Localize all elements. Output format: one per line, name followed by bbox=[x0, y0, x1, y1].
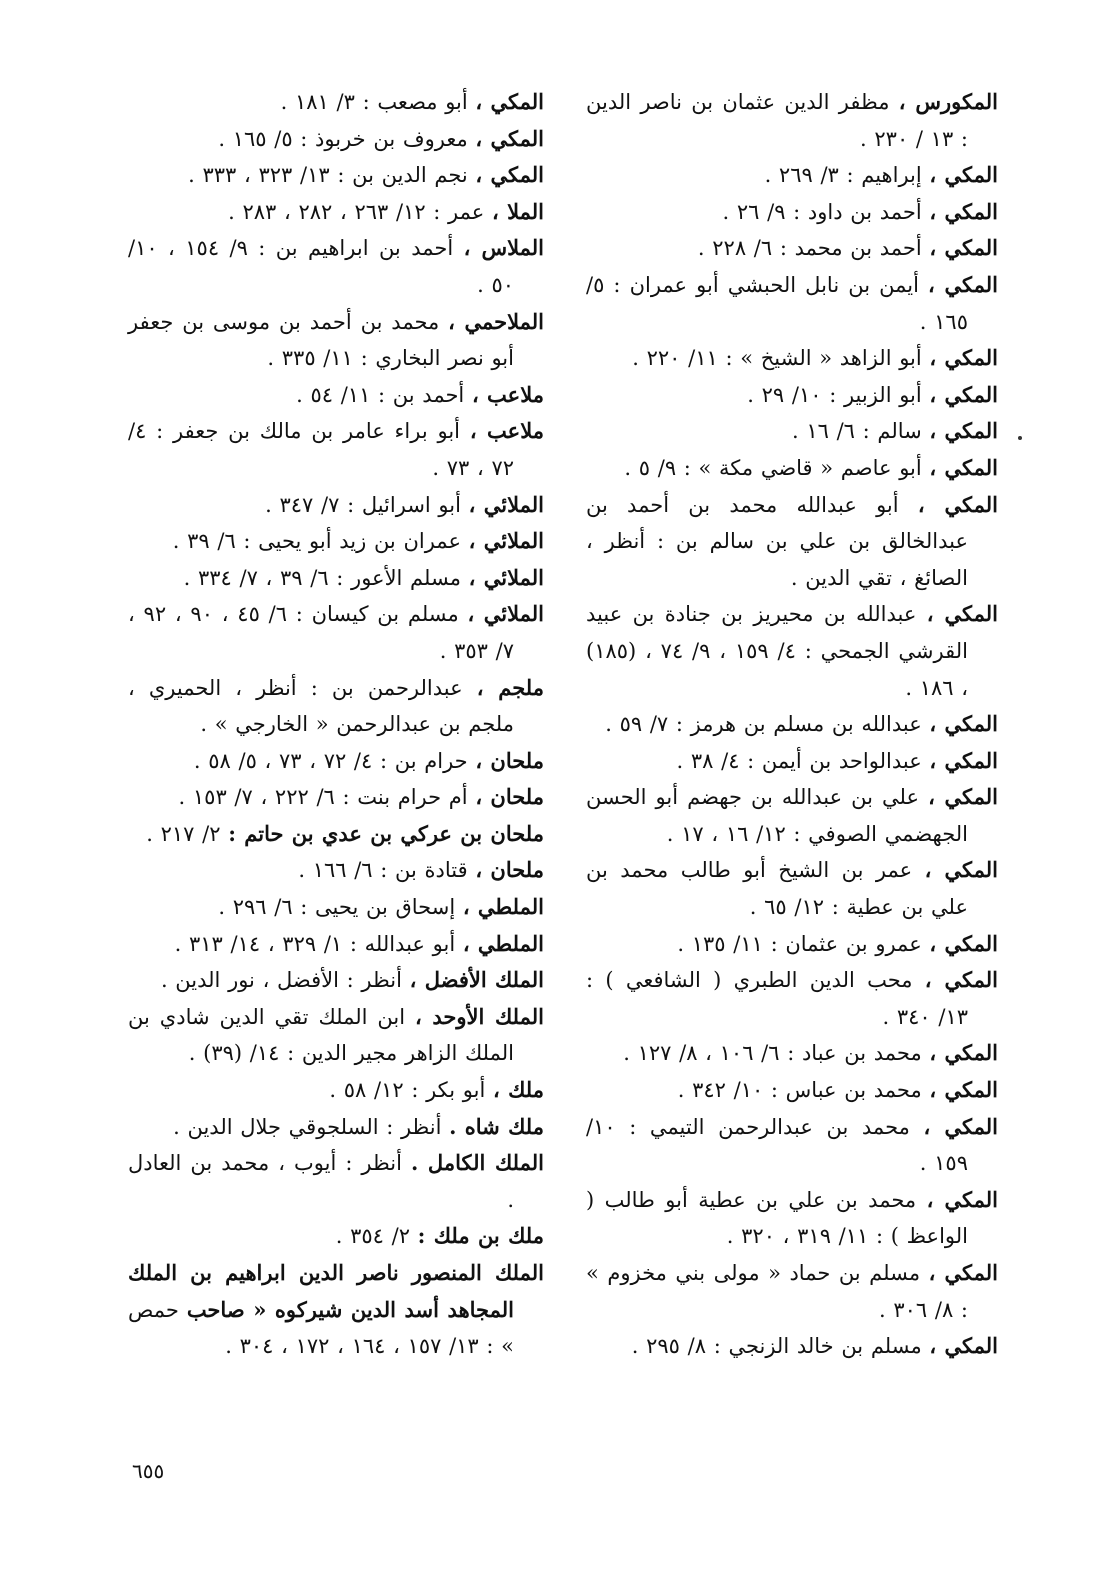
index-entry bbox=[586, 84, 998, 157]
entry-heading: المكي ، bbox=[929, 235, 998, 261]
index-entry bbox=[586, 377, 998, 414]
index-entry bbox=[128, 926, 544, 963]
index-entry bbox=[128, 670, 544, 743]
index-entry bbox=[586, 450, 998, 487]
index-entry bbox=[128, 596, 544, 669]
entry-references: محمد بن عباس : ١٠/ ٣٤٢ . bbox=[677, 1078, 922, 1103]
entry-references: أحمد بن محمد : ٦/ ٢٢٨ . bbox=[697, 236, 922, 261]
entry-heading: ملك بن ملك : bbox=[417, 1223, 544, 1249]
entry-heading: الملائي ، bbox=[468, 564, 544, 590]
entry-heading: الملك الأفضل ، bbox=[409, 967, 544, 993]
index-entry bbox=[128, 1072, 544, 1109]
entry-references: أحمد بن داود : ٩/ ٢٦ . bbox=[722, 199, 922, 224]
entry-heading: المكي ، bbox=[929, 345, 998, 371]
index-entry bbox=[128, 560, 544, 597]
index-entry bbox=[128, 1255, 544, 1365]
index-entry bbox=[586, 743, 998, 780]
entry-references: محمد بن أحمد بن موسى بن جعفر أبو نصر البخاري : ١١/ ٣٣٥ . bbox=[128, 309, 514, 371]
entry-heading: المكي ، bbox=[924, 967, 998, 993]
entry-heading: ملحان ، bbox=[475, 857, 544, 883]
index-entry bbox=[586, 230, 998, 267]
entry-references: مسلم بن كيسان : ٦/ ٤٥ ، ٩٠ ، ٩٢ ، ٧/ ٣٥٣ . bbox=[128, 602, 514, 663]
entry-references: ٢/ ٢١٧ . bbox=[146, 821, 221, 846]
entry-heading: المكي ، bbox=[929, 198, 998, 224]
entry-heading: المكي ، bbox=[929, 747, 998, 773]
page-number: ٦٥٥ bbox=[132, 1459, 165, 1483]
index-entry bbox=[586, 1109, 998, 1182]
entry-references: ٢/ ٣٥٤ . bbox=[335, 1224, 410, 1249]
entry-heading: المكورس ، bbox=[898, 89, 998, 114]
entry-references: مسلم بن حماد « مولى بني مخزوم » : ٨/ ٣٠٦ . bbox=[586, 1261, 968, 1322]
index-entry bbox=[586, 779, 998, 852]
index-entry bbox=[586, 1035, 998, 1072]
entry-heading: المكي ، bbox=[475, 162, 544, 188]
entry-heading: المكي ، bbox=[923, 1113, 998, 1139]
entry-references: محمد بن علي بن عطية أبو طالب ( الواعظ ) : ١١/ ٣١٩ ، ٣٢٠ . bbox=[586, 1187, 968, 1249]
index-entry bbox=[128, 852, 544, 889]
index-entry bbox=[586, 157, 998, 194]
index-entry bbox=[128, 487, 544, 524]
entry-references: ابن الملك تقي الدين شادي بن الملك الزاهر مجير الدين : ١٤/ (٣٩) . bbox=[128, 1004, 514, 1066]
entry-references: مسلم الأعور : ٦/ ٣٩ ، ٧/ ٣٣٤ . bbox=[183, 565, 461, 590]
entry-references: عمرو بن عثمان : ١١/ ١٣٥ . bbox=[677, 931, 922, 956]
entry-heading: ملك شاه . bbox=[449, 1113, 544, 1139]
entry-heading: المكي ، bbox=[929, 711, 998, 737]
entry-heading: الملطي ، bbox=[462, 930, 544, 956]
entry-heading: ملك ، bbox=[493, 1077, 544, 1103]
entry-heading: الملك المنصور ناصر الدين ابراهيم بن الملك المجاهد أسد الدين شيركوه « صاحب bbox=[128, 1260, 544, 1322]
entry-references: حرام بن : ٤/ ٧٢ ، ٧٣ ، ٥/ ٥٨ . bbox=[193, 748, 468, 773]
entry-heading: ملاعب ، bbox=[469, 418, 544, 444]
index-entry bbox=[128, 413, 544, 486]
entry-references: أبو اسرائيل : ٧/ ٣٤٧ . bbox=[265, 492, 461, 517]
entry-references: أبو مصعب : ٣/ ١٨١ . bbox=[280, 90, 468, 114]
entry-heading: الملائي ، bbox=[468, 491, 544, 517]
index-entry bbox=[586, 487, 998, 597]
index-entry bbox=[586, 1255, 998, 1328]
index-column-right bbox=[586, 84, 998, 1365]
entry-references: معروف بن خربوذ : ٥/ ١٦٥ . bbox=[218, 126, 468, 151]
entry-heading: المكي ، bbox=[929, 1077, 998, 1103]
entry-references: أحمد بن : ١١/ ٥٤ . bbox=[296, 382, 465, 407]
entry-heading: المكي ، bbox=[929, 162, 998, 188]
index-entry bbox=[128, 999, 544, 1072]
entry-references: عبدالواحد بن أيمن : ٤/ ٣٨ . bbox=[676, 748, 922, 773]
entry-references: سالم : ٦/ ١٦ . bbox=[791, 419, 922, 444]
entry-heading: ملحان ، bbox=[475, 784, 544, 810]
index-entry bbox=[128, 816, 544, 853]
index-entry bbox=[128, 889, 544, 926]
index-entry bbox=[128, 1109, 544, 1146]
entry-heading: الملك الأوحد ، bbox=[415, 1003, 544, 1029]
entry-references: أبو بكر : ١٢/ ٥٨ . bbox=[329, 1078, 486, 1103]
entry-heading: المكي ، bbox=[929, 1040, 998, 1066]
entry-references: قتادة بن : ٦/ ١٦٦ . bbox=[298, 858, 468, 883]
entry-references: أبو الزاهد « الشيخ » : ١١/ ٢٢٠ . bbox=[632, 346, 922, 371]
entry-references: أنظر : الأفضل ، نور الدين . bbox=[160, 968, 402, 993]
entry-heading: المكي ، bbox=[917, 491, 998, 517]
entry-heading: المكي ، bbox=[475, 89, 544, 114]
entry-heading: المكي ، bbox=[928, 1260, 998, 1285]
entry-heading: الملا ، bbox=[492, 198, 544, 224]
index-entry bbox=[128, 304, 544, 377]
index-entry bbox=[128, 523, 544, 560]
entry-heading: الملاحمي ، bbox=[448, 308, 544, 334]
entry-references: محب الدين الطبري ( الشافعي ) : ١٣/ ٣٤٠ . bbox=[586, 968, 968, 1029]
index-entry bbox=[128, 121, 544, 158]
index-entry bbox=[128, 230, 544, 303]
entry-heading: ملحان بن عركي بن عدي بن حاتم : bbox=[228, 820, 544, 846]
entry-references: عبدالرحمن بن : أنظر ، الحميري ، ملجم بن عبدالرحمن « الخارجي » . bbox=[128, 675, 514, 737]
entry-heading: الملاس ، bbox=[463, 235, 544, 261]
index-entry bbox=[128, 779, 544, 816]
entry-heading: ملجم ، bbox=[476, 674, 544, 700]
entry-references: عمر بن الشيخ أبو طالب محمد بن علي بن عطية : ١٢/ ٦٥ . bbox=[586, 858, 968, 920]
index-entry bbox=[586, 926, 998, 963]
entry-references: حمص » : ١٣/ ١٥٧ ، ١٦٤ ، ١٧٢ ، ٣٠٤ . bbox=[128, 1297, 514, 1359]
entry-heading: ملاعب ، bbox=[471, 381, 544, 407]
entry-references: مسلم بن خالد الزنجي : ٨/ ٢٩٥ . bbox=[631, 1334, 922, 1359]
index-entry bbox=[586, 706, 998, 743]
entry-heading: ملحان ، bbox=[475, 747, 544, 773]
index-entry bbox=[128, 157, 544, 194]
entry-heading: المكي ، bbox=[929, 381, 998, 407]
entry-heading: المكي ، bbox=[929, 418, 998, 444]
index-entry bbox=[128, 962, 544, 999]
entry-heading: المكي ، bbox=[928, 271, 998, 297]
index-entry bbox=[586, 194, 998, 231]
scan-speck bbox=[1018, 436, 1022, 440]
index-entry bbox=[128, 1218, 544, 1255]
entry-heading: الملائي ، bbox=[468, 528, 544, 554]
index-entry bbox=[586, 962, 998, 1035]
index-entry bbox=[128, 84, 544, 121]
entry-references: إبراهيم : ٣/ ٢٦٩ . bbox=[764, 163, 922, 188]
index-entry bbox=[586, 340, 998, 377]
entry-references: محمد بن عبدالرحمن التيمي : ١٠/ ١٥٩ . bbox=[586, 1114, 968, 1176]
index-column-left bbox=[128, 84, 544, 1365]
entry-heading: المكي ، bbox=[929, 930, 998, 956]
entry-references: أبو الزبير : ١٠/ ٢٩ . bbox=[747, 382, 922, 407]
entry-references: نجم الدين بن : ١٣/ ٣٢٣ ، ٣٣٣ . bbox=[188, 163, 468, 188]
entry-heading: المكي ، bbox=[928, 784, 998, 810]
index-entry bbox=[586, 596, 998, 706]
entry-references: علي بن عبدالله بن جهضم أبو الحسن الجهضمي الصوفي : ١٢/ ١٦ ، ١٧ . bbox=[586, 785, 968, 846]
index-entry bbox=[128, 743, 544, 780]
entry-references: مظفر الدين عثمان بن ناصر الدين : ١٣ / ٢٣٠ . bbox=[586, 90, 968, 151]
entry-references: أبو عبدالله : ١/ ٣٢٩ ، ١٤/ ٣١٣ . bbox=[174, 931, 456, 956]
entry-heading: المكي ، bbox=[929, 454, 998, 480]
index-entry bbox=[586, 1328, 998, 1365]
entry-heading: الملطي ، bbox=[462, 894, 544, 920]
index-entry bbox=[586, 267, 998, 340]
entry-references: أحمد بن ابراهيم بن : ٩/ ١٥٤ ، ١٠/ ٥٠ . bbox=[128, 236, 514, 297]
index-entry bbox=[128, 194, 544, 231]
entry-heading: المكي ، bbox=[926, 1186, 998, 1212]
entry-references: عمران بن زيد أبو يحيى : ٦/ ٣٩ . bbox=[172, 529, 461, 554]
entry-heading: الملك الكامل . bbox=[410, 1150, 544, 1176]
entry-references: أبو عاصم « قاضي مكة » : ٩/ ٥ . bbox=[624, 455, 922, 480]
entry-references: أم حرام بنت : ٦/ ٢٢٢ ، ٧/ ١٥٣ . bbox=[178, 785, 468, 810]
entry-heading: الملائي ، bbox=[467, 601, 544, 627]
index-entry bbox=[128, 1145, 544, 1218]
entry-references: أنظر : السلجوقي جلال الدين . bbox=[173, 1114, 442, 1139]
entry-references: أنظر : أيوب ، محمد بن العادل . bbox=[128, 1151, 514, 1212]
entry-heading: المكي ، bbox=[924, 857, 998, 883]
entry-references: أبو براء عامر بن مالك بن جعفر : ٤/ ٧٢ ، ٧٣ . bbox=[128, 419, 514, 480]
index-entry bbox=[586, 413, 998, 450]
index-entry bbox=[128, 377, 544, 414]
entry-references: محمد بن عباد : ٦/ ١٠٦ ، ٨/ ١٢٧ . bbox=[623, 1041, 922, 1066]
entry-heading: المكي ، bbox=[926, 601, 998, 627]
entry-references: أبو عبدالله محمد بن أحمد بن عبدالخالق بن علي بن سالم بن : أنظر ، الصائغ ، تقي الدين . bbox=[586, 492, 968, 590]
index-entry bbox=[586, 852, 998, 925]
index-entry bbox=[586, 1072, 998, 1109]
entry-references: عمر : ١٢/ ٢٦٣ ، ٢٨٢ ، ٢٨٣ . bbox=[228, 199, 485, 224]
entry-heading: المكي ، bbox=[475, 125, 544, 151]
entry-references: عبدالله بن محيريز بن جنادة بن عبيد القرشي الجمحي : ٤/ ١٥٩ ، ٩/ ٧٤ ، (١٨٥) ، ١٨٦ . bbox=[586, 602, 968, 700]
entry-references: أيمن بن نابل الحبشي أبو عمران : ٥/ ١٦٥ . bbox=[586, 272, 968, 334]
index-entry bbox=[586, 1182, 998, 1255]
entry-heading: المكي ، bbox=[929, 1333, 998, 1359]
entry-references: عبدالله بن مسلم بن هرمز : ٧/ ٥٩ . bbox=[605, 712, 922, 737]
entry-references: إسحاق بن يحيى : ٦/ ٢٩٦ . bbox=[218, 895, 456, 920]
